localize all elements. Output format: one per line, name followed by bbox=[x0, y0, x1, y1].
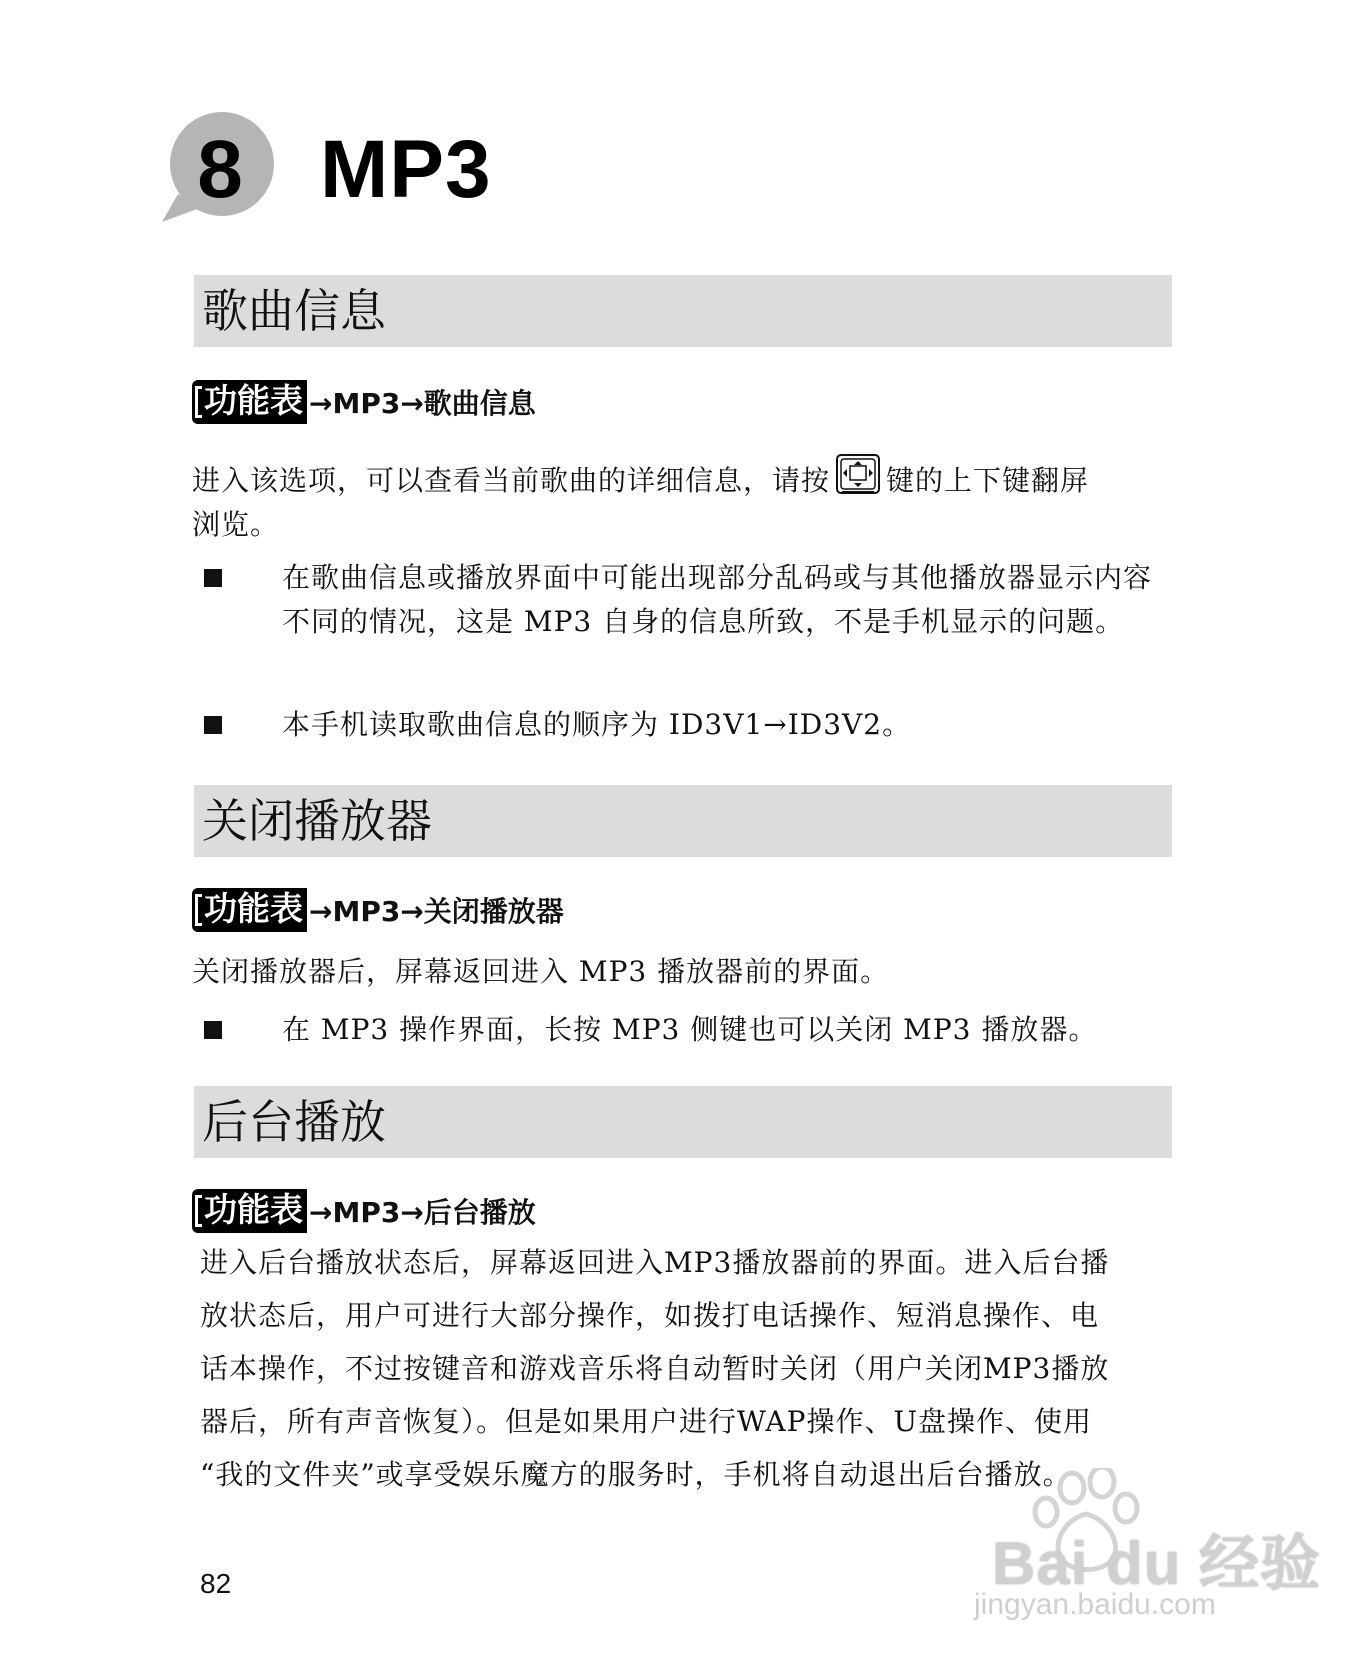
intro-paragraph bbox=[192, 452, 1182, 547]
menu-path bbox=[192, 1188, 536, 1234]
menu-badge: 功能表 bbox=[192, 888, 307, 932]
menu-path-text: →MP3→歌曲信息 bbox=[309, 387, 536, 420]
body-paragraph bbox=[200, 1236, 1180, 1501]
bullet-note: 在歌曲信息或播放界面中可能出现部分乱码或与其他播放器显示内容不同的情况，这是 MP3 自身的信息所致，不是手机显示的问题。 bbox=[282, 561, 1153, 638]
section-title: 关闭播放器 bbox=[202, 794, 432, 848]
menu-path bbox=[192, 379, 536, 425]
watermark-brand: Bai du 经验 bbox=[992, 1530, 1322, 1597]
menu-path-text: →MP3→后台播放 bbox=[309, 1196, 536, 1229]
section-title: 后台播放 bbox=[202, 1095, 386, 1149]
bullet-note: 本手机读取歌曲信息的顺序为 ID3V1→ID3V2。 bbox=[282, 708, 912, 741]
chapter-title: MP3 bbox=[320, 124, 492, 215]
intro-paragraph: 关闭播放器后，屏幕返回进入 MP3 播放器前的界面。 bbox=[192, 955, 890, 988]
chapter-number: 8 bbox=[197, 124, 243, 215]
menu-badge: 功能表 bbox=[192, 1189, 307, 1233]
page-number: 82 bbox=[200, 1568, 232, 1599]
menu-badge: 功能表 bbox=[192, 380, 307, 424]
section-bar-song-info bbox=[194, 275, 1172, 347]
square-bullet-icon bbox=[204, 716, 222, 734]
menu-path bbox=[192, 887, 564, 933]
bullet-note: 在 MP3 操作界面，长按 MP3 侧键也可以关闭 MP3 播放器。 bbox=[282, 1013, 1098, 1046]
square-bullet-icon bbox=[204, 569, 222, 587]
body-line: “我的文件夹”或享受娱乐魔方的服务时，手机将自动退出后台播放。 bbox=[200, 1458, 1072, 1491]
watermark-url: jingyan.baidu.com bbox=[974, 1588, 1216, 1621]
body-line: 话本操作，不过按键音和游戏音乐将自动暂时关闭（用户关闭MP3播放 bbox=[200, 1352, 1110, 1385]
section-bar-background-play bbox=[194, 1086, 1172, 1158]
body-line: 器后，所有声音恢复）。但是如果用户进行WAP操作、U盘操作、使用 bbox=[200, 1405, 1093, 1438]
menu-path-text: →MP3→关闭播放器 bbox=[309, 895, 564, 928]
section-title: 歌曲信息 bbox=[202, 284, 386, 338]
intro-text-start: 进入该选项，可以查看当前歌曲的详细信息，请按 bbox=[192, 464, 831, 497]
square-bullet-icon bbox=[204, 1021, 222, 1039]
intro-text-end: 键的上下键翻屏 bbox=[886, 464, 1090, 497]
body-line: 进入后台播放状态后，屏幕返回进入MP3播放器前的界面。进入后台播 bbox=[200, 1246, 1110, 1279]
intro-text-line2: 浏览。 bbox=[192, 508, 280, 541]
body-line: 放状态后，用户可进行大部分操作，如拨打电话操作、短消息操作、电 bbox=[200, 1299, 1100, 1332]
section-bar-close-player bbox=[194, 785, 1172, 857]
navigation-key-icon bbox=[834, 452, 882, 496]
